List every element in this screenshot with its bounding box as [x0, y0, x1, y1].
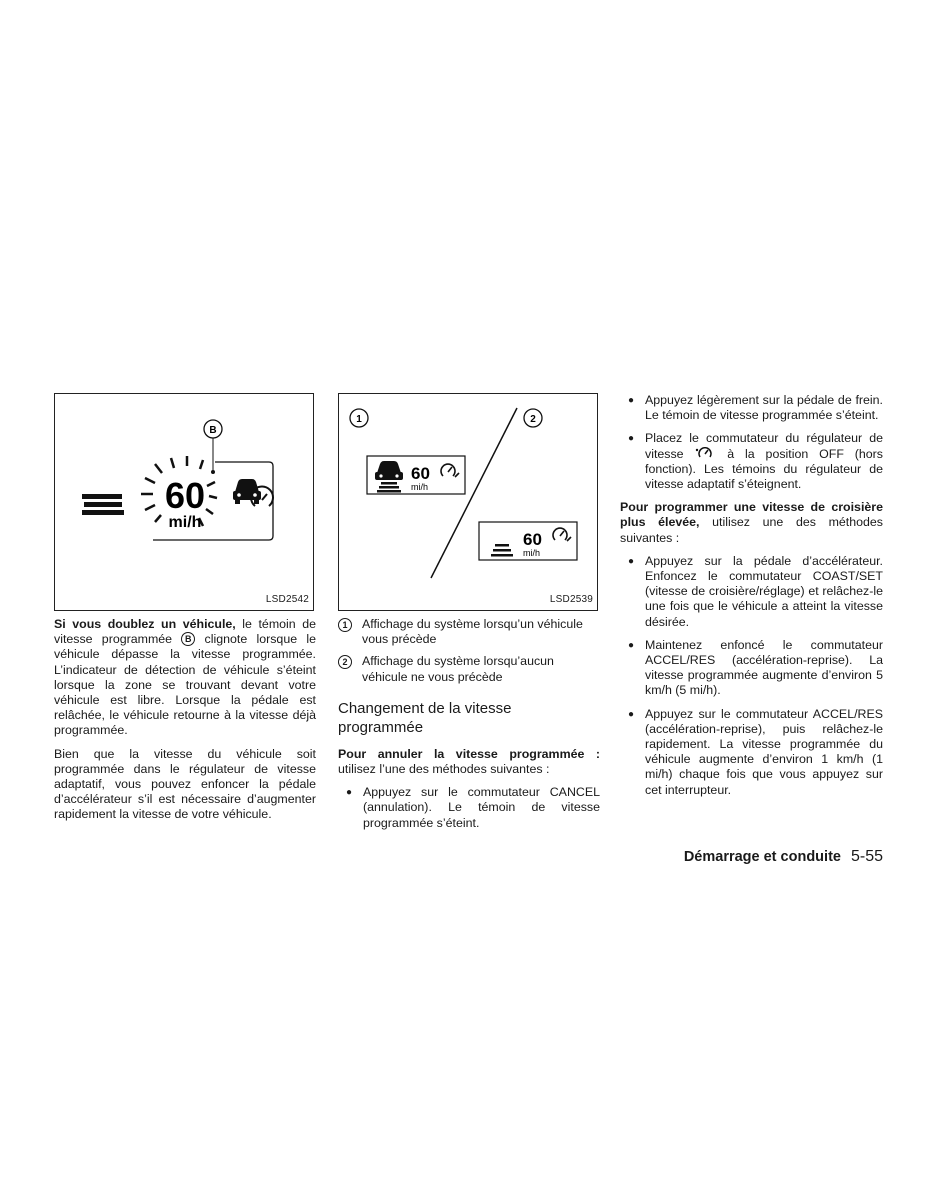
- legend-item-1: 1 Affichage du système lorsqu’un véhicule vous précède: [338, 617, 600, 647]
- paragraph-set-intro: Pour programmer une vitesse de croisière plus élevée, utilisez une des méthodes suivantes :: [620, 500, 883, 545]
- column-2: [338, 393, 600, 839]
- section-heading: Changement de la vitesse programmée: [338, 699, 512, 736]
- callout-b: B: [209, 425, 217, 436]
- marker-b: B: [181, 632, 195, 646]
- list-item: ● Appuyez sur la pédale d’accélérateur. Enfoncez le commutateur COAST/SET (vitesse de croisière/réglage) et relâchez-le une fois que le véhicule a atteint la vitesse désirée.: [620, 554, 883, 630]
- legend-item-2: 2 Affichage du système lorsqu’aucun véhicule ne vous précède: [338, 654, 600, 684]
- page-number: 5-55: [850, 848, 883, 865]
- cruise-control-switch-icon: [694, 447, 716, 459]
- figure-lsd2542: [54, 393, 314, 611]
- paragraph-overtaking: Si vous doublez un véhicule, le témoin de vitesse programmée B clignote lorsque le véhicule dépasse la vitesse programmée. L’indicateur de détection de véhicule s’éteint lorsque la zone se trouvant devant votre véhicule est libre. Lorsque la pédale est relâchée, le véhicule retourne à la vitesse déjà programmée.: [54, 617, 316, 738]
- paragraph-accelerate: Bien que la vitesse du véhicule soit programmée dans le régulateur de vitesse adaptatif, vous pouvez enfoncer la pédale d’accélérateur s’il est nécessaire d’augmenter rapidement la vitesse de votre véhicule.: [54, 746, 316, 822]
- column-3: [620, 393, 883, 806]
- page-footer: [684, 848, 883, 866]
- column-1: [54, 393, 316, 831]
- list-item: ● Placez le commutateur du régulateur de vitesse à la position OFF (hors fonction). Les témoins du régulateur de vitesse adaptatif s’éteignent.: [620, 431, 883, 492]
- panel1-unit: mi/h: [411, 482, 429, 492]
- panel2-unit: mi/h: [523, 548, 541, 558]
- bullet-icon: ●: [628, 395, 635, 406]
- list-item: ● Appuyez sur le commutateur ACCEL/RES (accélération-reprise), puis relâchez-le rapidement. La vitesse programmée du véhicule augmente d’environ 1 km/h (1 mi/h) chaque fois que vous appuyez sur cet interrupteur.: [620, 707, 883, 798]
- callout-2: 2: [530, 414, 536, 425]
- footer-section-title: Démarrage et conduite: [683, 849, 841, 865]
- bullet-icon: ●: [628, 708, 635, 720]
- callout-1: 1: [356, 414, 362, 425]
- speed-unit: mi/h: [168, 514, 202, 531]
- figure-lsd2539: [338, 393, 598, 611]
- figure-code: LSD2539: [549, 593, 593, 605]
- bullet-icon: ●: [628, 433, 635, 445]
- vehicle-ahead-icon: [233, 479, 261, 504]
- panel1-speed: 60: [411, 464, 430, 483]
- speed-display-illustration: [55, 394, 313, 610]
- figure-code: LSD2542: [265, 593, 309, 605]
- speed-value: 60: [164, 475, 206, 516]
- paragraph-cancel-intro: Pour annuler la vitesse programmée : utilisez l’une des méthodes suivantes :: [338, 746, 600, 777]
- display-comparison-illustration: [339, 394, 597, 610]
- lane-lines-icon: [82, 494, 124, 515]
- list-item: ● Appuyez légèrement sur la pédale de frein. Le témoin de vitesse programmée s’éteint.: [620, 393, 883, 423]
- panel2-speed: 60: [523, 530, 542, 549]
- bullet-icon: ●: [628, 639, 635, 651]
- list-item: ● Maintenez enfoncé le commutateur ACCEL/RES (accélération-reprise). La vitesse programmée augmente d’environ 5 km/h (5 mi/h).: [620, 638, 883, 699]
- bullet-icon: ●: [628, 555, 635, 567]
- bullet-icon: ●: [346, 787, 353, 799]
- list-item: ● Appuyez sur le commutateur CANCEL (annulation). Le témoin de vitesse programmée s’éteint.: [338, 785, 600, 831]
